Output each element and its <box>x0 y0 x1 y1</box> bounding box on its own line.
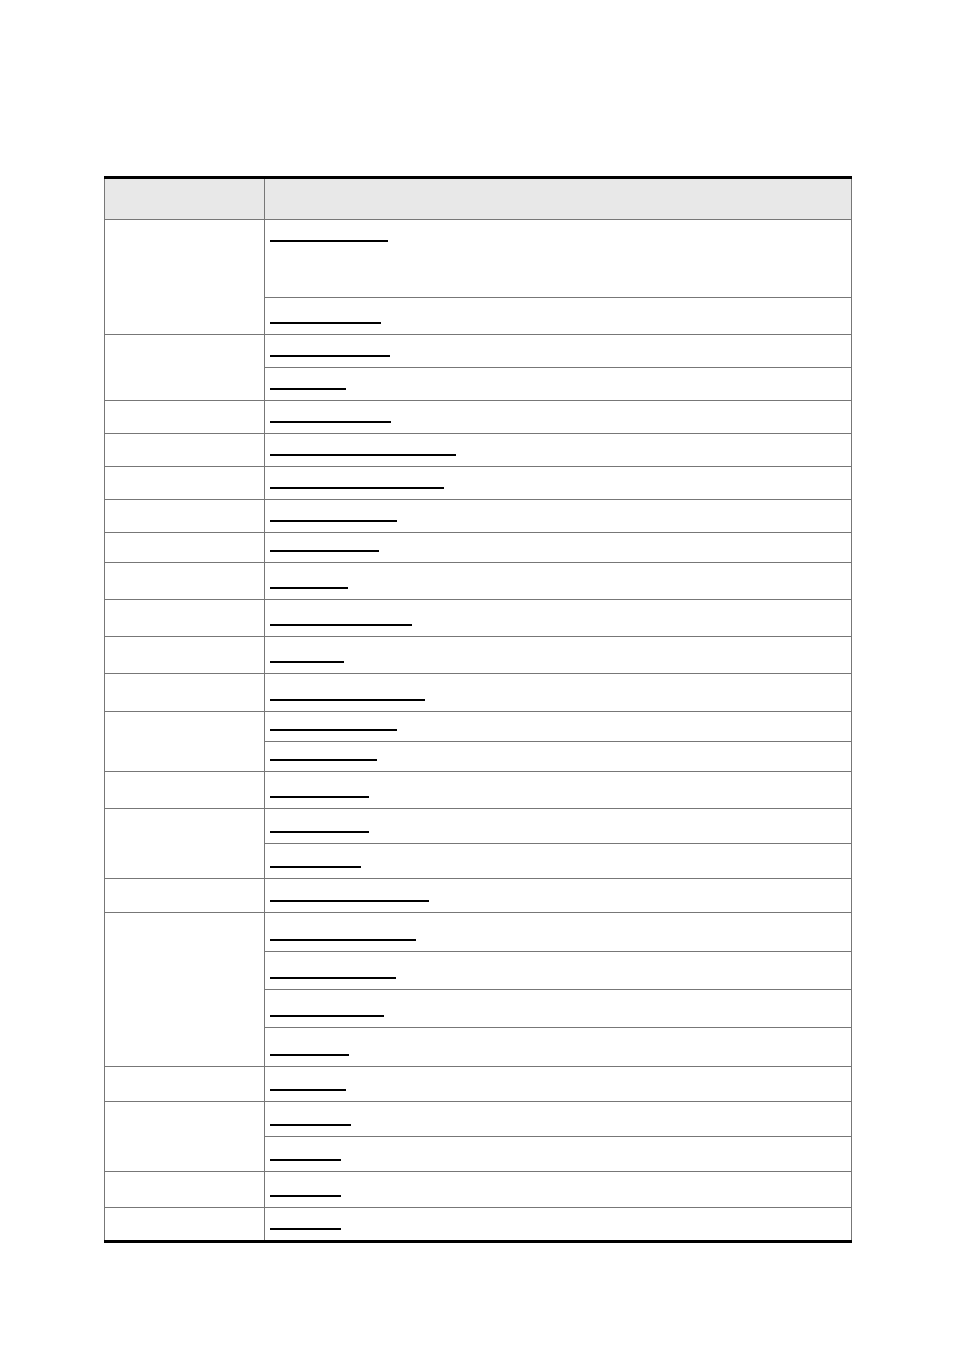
group-label-cell <box>105 1067 265 1102</box>
cross-reference-link[interactable] <box>270 900 429 902</box>
link-cell <box>265 879 852 913</box>
table-row <box>105 879 852 913</box>
table-row <box>105 533 852 563</box>
link-cell <box>265 1028 852 1067</box>
cross-reference-link[interactable] <box>270 240 388 242</box>
group-label-cell <box>105 913 265 1067</box>
table-row <box>105 563 852 600</box>
table-row <box>105 809 852 844</box>
table-row <box>105 220 852 298</box>
link-cell <box>265 401 852 434</box>
link-cell <box>265 772 852 809</box>
table-row <box>105 772 852 809</box>
link-cell <box>265 990 852 1028</box>
cross-reference-link[interactable] <box>270 831 369 833</box>
table-row <box>105 600 852 637</box>
table-row <box>105 401 852 434</box>
group-label-cell <box>105 809 265 879</box>
cross-reference-link[interactable] <box>270 1159 341 1161</box>
header-cell-2 <box>265 178 852 220</box>
table-row <box>105 1208 852 1242</box>
group-label-cell <box>105 335 265 401</box>
group-label-cell <box>105 533 265 563</box>
table-row <box>105 637 852 674</box>
link-cell <box>265 1172 852 1208</box>
link-cell <box>265 674 852 712</box>
cross-reference-link[interactable] <box>270 550 379 552</box>
cross-reference-link[interactable] <box>270 587 348 589</box>
cross-reference-link[interactable] <box>270 1228 341 1230</box>
table-row <box>105 335 852 368</box>
table-row <box>105 434 852 467</box>
group-label-cell <box>105 637 265 674</box>
cross-reference-link[interactable] <box>270 1195 341 1197</box>
cross-reference-link[interactable] <box>270 487 444 489</box>
table-row <box>105 712 852 742</box>
cross-reference-link[interactable] <box>270 1015 384 1017</box>
cross-reference-link[interactable] <box>270 322 381 324</box>
group-label-cell <box>105 879 265 913</box>
link-cell <box>265 637 852 674</box>
cross-reference-link[interactable] <box>270 388 346 390</box>
cross-reference-link[interactable] <box>270 624 412 626</box>
cross-reference-link[interactable] <box>270 520 397 522</box>
link-cell <box>265 1137 852 1172</box>
link-cell <box>265 368 852 401</box>
table-row <box>105 1172 852 1208</box>
link-cell <box>265 712 852 742</box>
table-header-row <box>105 178 852 220</box>
link-cell <box>265 335 852 368</box>
group-label-cell <box>105 1208 265 1242</box>
link-cell <box>265 563 852 600</box>
group-label-cell <box>105 434 265 467</box>
table-row <box>105 467 852 500</box>
link-cell <box>265 500 852 533</box>
table-row <box>105 500 852 533</box>
group-label-cell <box>105 712 265 772</box>
cross-reference-link[interactable] <box>270 355 390 357</box>
link-cell <box>265 434 852 467</box>
table-row <box>105 674 852 712</box>
group-label-cell <box>105 600 265 637</box>
cross-reference-link[interactable] <box>270 866 361 868</box>
group-label-cell <box>105 500 265 533</box>
link-cell <box>265 952 852 990</box>
group-label-cell <box>105 401 265 434</box>
table-row <box>105 1102 852 1137</box>
group-label-cell <box>105 563 265 600</box>
cross-reference-link[interactable] <box>270 977 396 979</box>
link-cell <box>265 1067 852 1102</box>
link-cell <box>265 1102 852 1137</box>
link-cell <box>265 533 852 563</box>
cross-reference-link[interactable] <box>270 939 416 941</box>
table-body <box>105 220 852 1242</box>
link-cell <box>265 1208 852 1242</box>
cross-reference-link[interactable] <box>270 421 391 423</box>
group-label-cell <box>105 1172 265 1208</box>
group-label-cell <box>105 674 265 712</box>
group-label-cell <box>105 1102 265 1172</box>
table-row <box>105 913 852 952</box>
link-cell <box>265 809 852 844</box>
header-cell-1 <box>105 178 265 220</box>
link-cell <box>265 220 852 298</box>
cross-reference-link[interactable] <box>270 1089 346 1091</box>
table-row <box>105 1067 852 1102</box>
reference-table <box>104 176 852 1243</box>
cross-reference-link[interactable] <box>270 699 425 701</box>
link-cell <box>265 298 852 335</box>
group-label-cell <box>105 220 265 335</box>
link-cell <box>265 467 852 500</box>
cross-reference-link[interactable] <box>270 1124 351 1126</box>
cross-reference-link[interactable] <box>270 796 369 798</box>
group-label-cell <box>105 467 265 500</box>
group-label-cell <box>105 772 265 809</box>
link-cell <box>265 844 852 879</box>
cross-reference-link[interactable] <box>270 759 377 761</box>
cross-reference-link[interactable] <box>270 661 344 663</box>
link-cell <box>265 913 852 952</box>
cross-reference-link[interactable] <box>270 1054 349 1056</box>
link-cell <box>265 742 852 772</box>
link-cell <box>265 600 852 637</box>
cross-reference-link[interactable] <box>270 729 397 731</box>
cross-reference-link[interactable] <box>270 454 456 456</box>
